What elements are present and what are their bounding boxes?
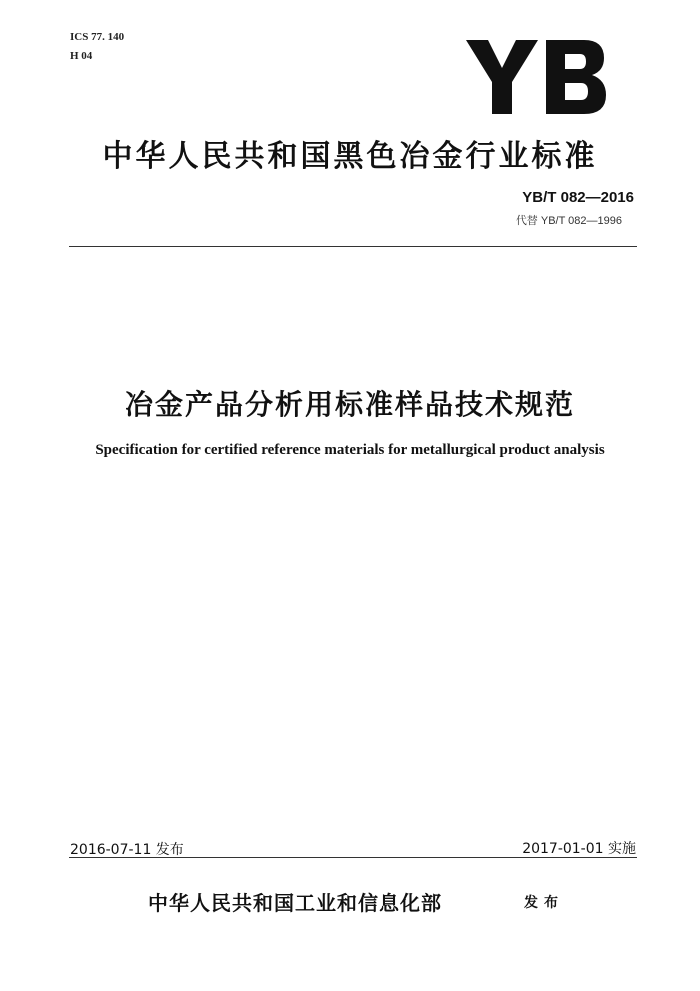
issue-date: 2016-07-11 发布 <box>70 842 184 858</box>
ics-code: ICS 77. 140 <box>70 31 125 43</box>
document-title-chinese: 冶金产品分析用标准样品技术规范 <box>124 388 575 421</box>
footer-divider <box>69 857 637 858</box>
header-divider <box>69 246 637 247</box>
organization-title: 中华人民共和国黑色冶金行业标准 <box>102 139 598 174</box>
yb-logo <box>466 40 606 114</box>
document-title-english: Specification for certified reference materials for metallurgical product analysis <box>95 442 605 458</box>
implementation-date: 2017-01-01 实施 <box>522 841 636 857</box>
issuing-ministry: 中华人民共和国工业和信息化部 <box>148 891 442 915</box>
standard-number: YB/T 082—2016 <box>522 189 634 206</box>
replaces-standard: 代替 YB/T 082—1996 <box>515 215 622 227</box>
ccs-code: H 04 <box>70 50 93 62</box>
publish-label: 发布 <box>524 895 564 911</box>
